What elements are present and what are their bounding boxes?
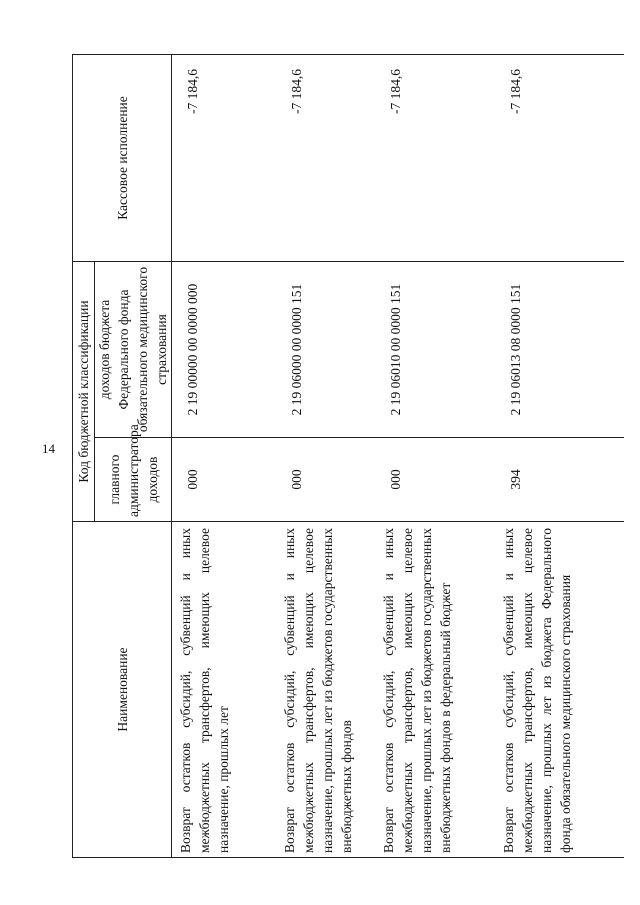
row-income-code: 2 19 06000 00 0000 151 bbox=[276, 262, 375, 438]
budget-table bbox=[72, 54, 624, 858]
row-amount: -7 184,6 bbox=[172, 55, 276, 262]
header-income-code: доходов бюджета Федерального фонда обязательного медицинского страхования bbox=[95, 262, 172, 438]
row-name: Возврат остатков субсидий, субвенций и иных межбюджетных трансфертов, имеющих целевое назначение, прошлых лет bbox=[172, 522, 276, 858]
rotated-table-container bbox=[72, 55, 618, 858]
table-row bbox=[172, 55, 276, 858]
row-name: Возврат остатков субсидий, субвенций и иных межбюджетных трансфертов, имеющих целевое назначение, прошлых лет из бюджета Федерального фонда обязательного медицинского страхования bbox=[495, 522, 624, 858]
row-name: Возврат остатков субсидий, субвенций и иных межбюджетных трансфертов, имеющих целевое назначение, прошлых лет из бюджетов государственных внебюджетных фондов bbox=[276, 522, 375, 858]
row-admin-code: 000 bbox=[172, 438, 276, 522]
header-admin-code: главного администратора доходов bbox=[95, 438, 172, 522]
row-amount: -7 184,6 bbox=[495, 55, 624, 262]
row-name: Возврат остатков субсидий, субвенций и иных межбюджетных трансфертов, имеющих целевое назначение, прошлых лет из бюджетов государственных внебюджетных фондов в федеральный бюджет bbox=[375, 522, 495, 858]
row-income-code: 2 19 06013 08 0000 151 bbox=[495, 262, 624, 438]
row-admin-code: 000 bbox=[375, 438, 495, 522]
row-income-code: 2 19 06010 00 0000 151 bbox=[375, 262, 495, 438]
row-income-code: 2 19 00000 00 0000 000 bbox=[172, 262, 276, 438]
row-amount: -7 184,6 bbox=[375, 55, 495, 262]
header-name: Наименование bbox=[73, 522, 172, 858]
row-admin-code: 394 bbox=[495, 438, 624, 522]
row-amount: -7 184,6 bbox=[276, 55, 375, 262]
header-execution: Кассовое исполнение bbox=[73, 55, 172, 262]
page-number: 14 bbox=[42, 441, 55, 456]
table-row bbox=[375, 55, 495, 858]
table-row bbox=[276, 55, 375, 858]
header-code-group: Код бюджетной классификации bbox=[73, 262, 95, 522]
row-admin-code: 000 bbox=[276, 438, 375, 522]
table-row bbox=[495, 55, 624, 858]
